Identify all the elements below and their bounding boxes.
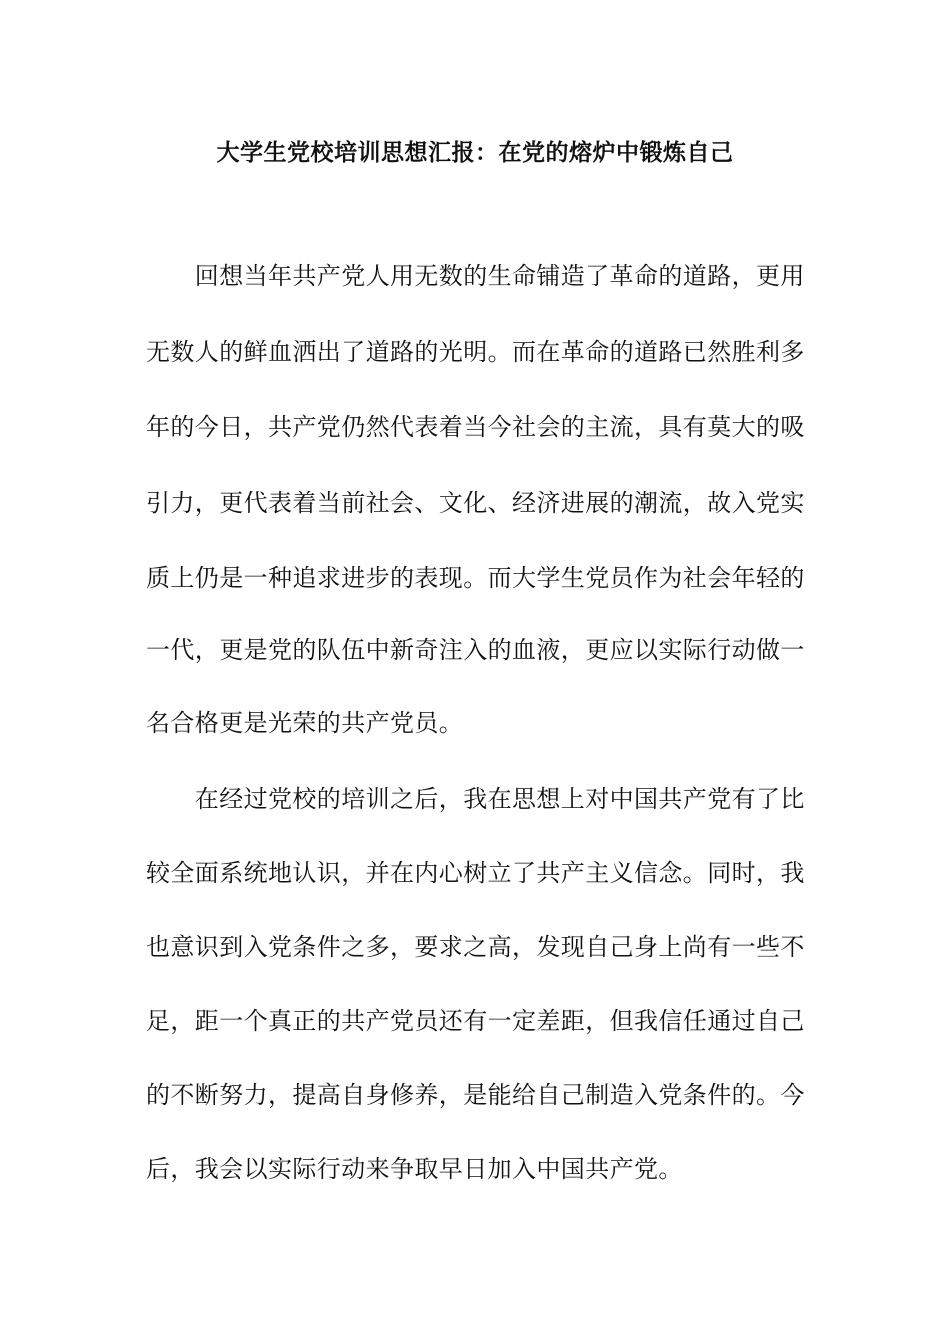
paragraph-line: 一代，更是党的队伍中新奇注入的血液，更应以实际行动做一 xyxy=(146,636,805,664)
paragraph-line: 的不断努力，提高自身修养，是能给自己制造入党条件的。今 xyxy=(146,1081,805,1109)
paragraph-line: 引力，更代表着当前社会、文化、经济进展的潮流，故入党实 xyxy=(146,489,805,517)
paragraph-line: 质上仍是一种追求进步的表现。而大学生党员作为社会年轻的 xyxy=(146,564,805,592)
paragraph-line: 足，距一个真正的共产党员还有一定差距，但我信任通过自己 xyxy=(146,1007,805,1035)
paragraph-line: 也意识到入党条件之多，要求之高，发现自己身上尚有一些不 xyxy=(146,933,805,961)
paragraph-line: 后，我会以实际行动来争取早日加入中国共产党。 xyxy=(146,1155,683,1183)
document-title: 大学生党校培训思想汇报：在党的熔炉中锻炼自己 xyxy=(216,139,734,166)
paragraph-line: 年的今日，共产党仍然代表着当今社会的主流，具有莫大的吸 xyxy=(146,413,805,441)
paragraph-line: 在经过党校的培训之后，我在思想上对中国共产党有了比 xyxy=(146,785,805,813)
paragraph-line: 无数人的鲜血洒出了道路的光明。而在革命的道路已然胜利多 xyxy=(146,338,805,366)
paragraph-line: 名合格更是光荣的共产党员。 xyxy=(146,709,464,737)
paragraph-line: 较全面系统地认识，并在内心树立了共产主义信念。同时，我 xyxy=(146,859,805,887)
paragraph-line: 回想当年共产党人用无数的生命铺造了革命的道路，更用 xyxy=(146,262,805,290)
